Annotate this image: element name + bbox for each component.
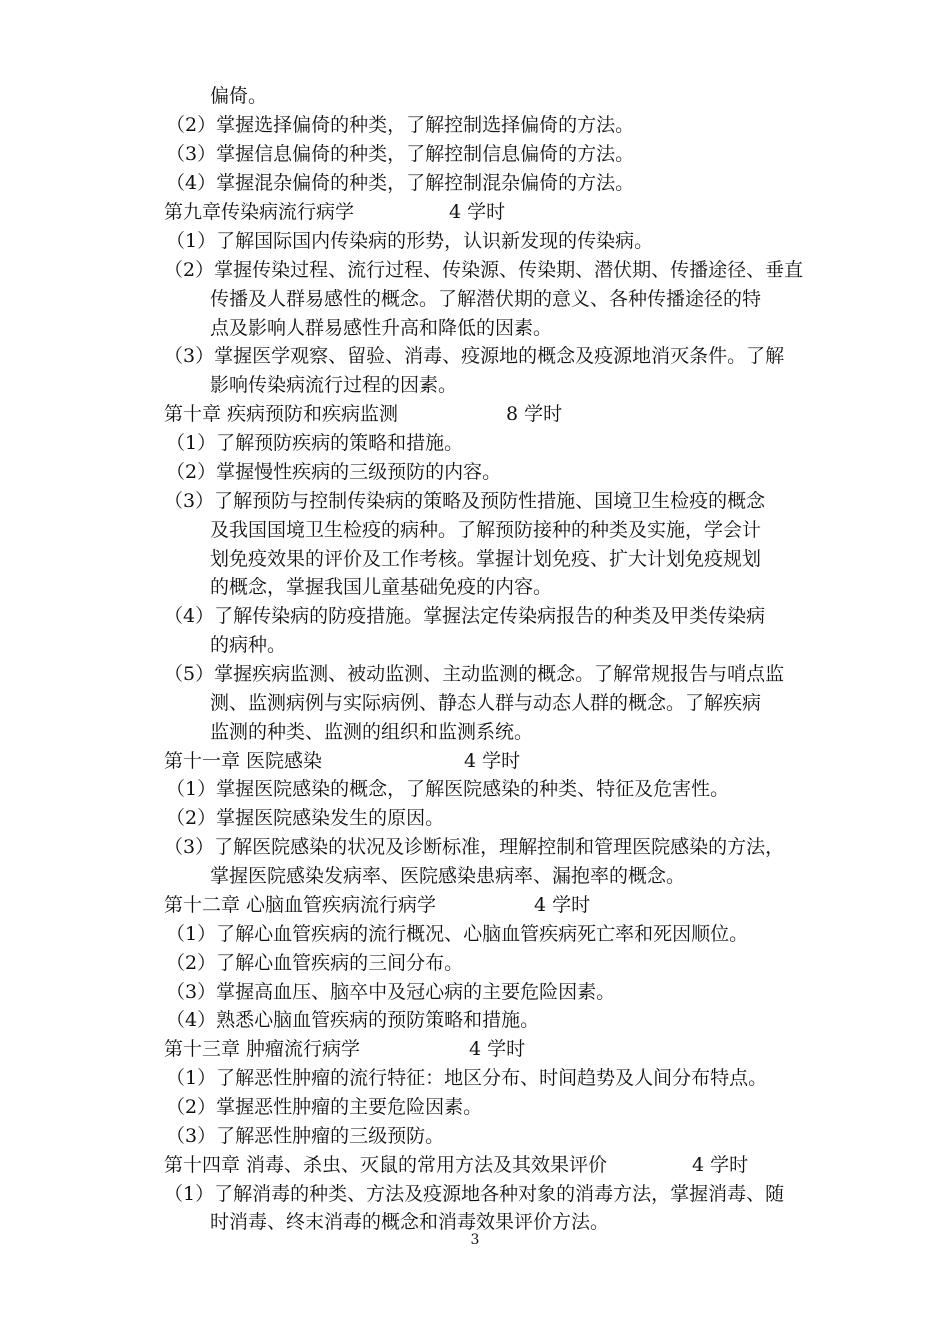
text-line: 偏倚。 <box>210 85 268 107</box>
text-line: 传播及人群易感性的概念。了解潜伏期的意义、各种传播途径的特 <box>210 288 762 310</box>
chapter-hours: 4 学时 <box>464 750 521 772</box>
chapter-hours: 4 学时 <box>692 1154 749 1176</box>
chapter-title: 第九章传染病流行病学 <box>164 201 355 223</box>
chapter-heading <box>164 749 521 773</box>
text-line: 测、监测病例与实际病例、静态人群与动态人群的概念。了解疾病 <box>210 692 762 714</box>
text-line: 点及影响人群易感性升高和降低的因素。 <box>210 317 553 339</box>
chapter-hours: 8 学时 <box>506 403 563 425</box>
text-line: （3）掌握医学观察、留验、消毒、疫源地的概念及疫源地消灭条件。了解 <box>164 345 785 367</box>
chapter-heading <box>164 1153 749 1177</box>
chapter-heading <box>164 1037 526 1061</box>
chapter-title: 第十二章 心脑血管疾病流行病学 <box>164 894 437 916</box>
text-line: （1）了解恶性肿瘤的流行特征：地区分布、时间趋势及人间分布特点。 <box>166 1067 768 1089</box>
text-line: （1）了解国际国内传染病的形势，认识新发现的传染病。 <box>166 230 654 252</box>
text-line: （4）熟悉心脑血管疾病的预防策略和措施。 <box>166 1009 540 1031</box>
text-line: （3）了解医院感染的状况及诊断标准，理解控制和管理医院感染的方法， <box>164 836 785 858</box>
text-line: （2）掌握传染过程、流行过程、传染源、传染期、潜伏期、传播途径、垂直 <box>164 259 804 281</box>
text-line: （1）了解消毒的种类、方法及疫源地各种对象的消毒方法，掌握消毒、随 <box>164 1183 785 1205</box>
text-line: （5）掌握疾病监测、被动监测、主动监测的概念。了解常规报告与哨点监 <box>164 663 785 685</box>
text-line: 划免疫效果的评价及工作考核。掌握计划免疫、扩大计划免疫规划 <box>210 548 762 570</box>
text-line: （2）掌握选择偏倚的种类，了解控制选择偏倚的方法。 <box>166 114 635 136</box>
text-line: 影响传染病流行过程的因素。 <box>210 374 458 396</box>
text-line: 的概念，掌握我国儿童基础免疫的内容。 <box>210 576 553 598</box>
text-line: 及我国国境卫生检疫的病种。了解预防接种的种类及实施，学会计 <box>210 519 762 541</box>
chapter-hours: 4 学时 <box>534 894 591 916</box>
text-line: 掌握医院感染发病率、医院感染患病率、漏抱率的概念。 <box>210 865 686 887</box>
text-line: （1）了解心血管疾病的流行概况、心脑血管疾病死亡率和死因顺位。 <box>166 923 749 945</box>
text-line: （1）掌握医院感染的概念，了解医院感染的种类、特征及危害性。 <box>166 778 730 800</box>
text-line: （3）了解预防与控制传染病的策略及预防性措施、国境卫生检疫的概念 <box>164 490 766 512</box>
text-line: （3）了解恶性肿瘤的三级预防。 <box>166 1125 445 1147</box>
chapter-heading <box>164 893 591 917</box>
chapter-title: 第十章 疾病预防和疾病监测 <box>164 403 399 425</box>
text-line: （2）掌握恶性肿瘤的主要危险因素。 <box>166 1096 483 1118</box>
text-line: （2）掌握医院感染发生的原因。 <box>166 807 445 829</box>
text-line: （1）了解预防疾病的策略和措施。 <box>166 432 464 454</box>
text-line: 监测的种类、监测的组织和监测系统。 <box>210 721 534 743</box>
text-line: （4）了解传染病的防疫措施。掌握法定传染病报告的种类及甲类传染病 <box>164 605 766 627</box>
text-line: 时消毒、终末消毒的概念和消毒效果评价方法。 <box>210 1211 610 1233</box>
chapter-hours: 4 学时 <box>449 201 506 223</box>
text-line: （3）掌握信息偏倚的种类，了解控制信息偏倚的方法。 <box>166 143 635 165</box>
chapter-title: 第十四章 消毒、杀虫、灭鼠的常用方法及其效果评价 <box>164 1154 608 1176</box>
text-line: （2）了解心血管疾病的三间分布。 <box>166 952 464 974</box>
chapter-hours: 4 学时 <box>469 1038 526 1060</box>
chapter-title: 第十三章 肿瘤流行病学 <box>164 1038 361 1060</box>
text-line: （2）掌握慢性疾病的三级预防的内容。 <box>166 461 502 483</box>
text-line: 的病种。 <box>210 634 287 656</box>
text-line: （3）掌握高血压、脑卒中及冠心病的主要危险因素。 <box>166 981 616 1003</box>
chapter-heading <box>164 402 563 426</box>
chapter-heading <box>164 200 506 224</box>
text-line: （4）掌握混杂偏倚的种类，了解控制混杂偏倚的方法。 <box>166 172 635 194</box>
page-number: 3 <box>470 1232 480 1248</box>
chapter-title: 第十一章 医院感染 <box>164 750 323 772</box>
